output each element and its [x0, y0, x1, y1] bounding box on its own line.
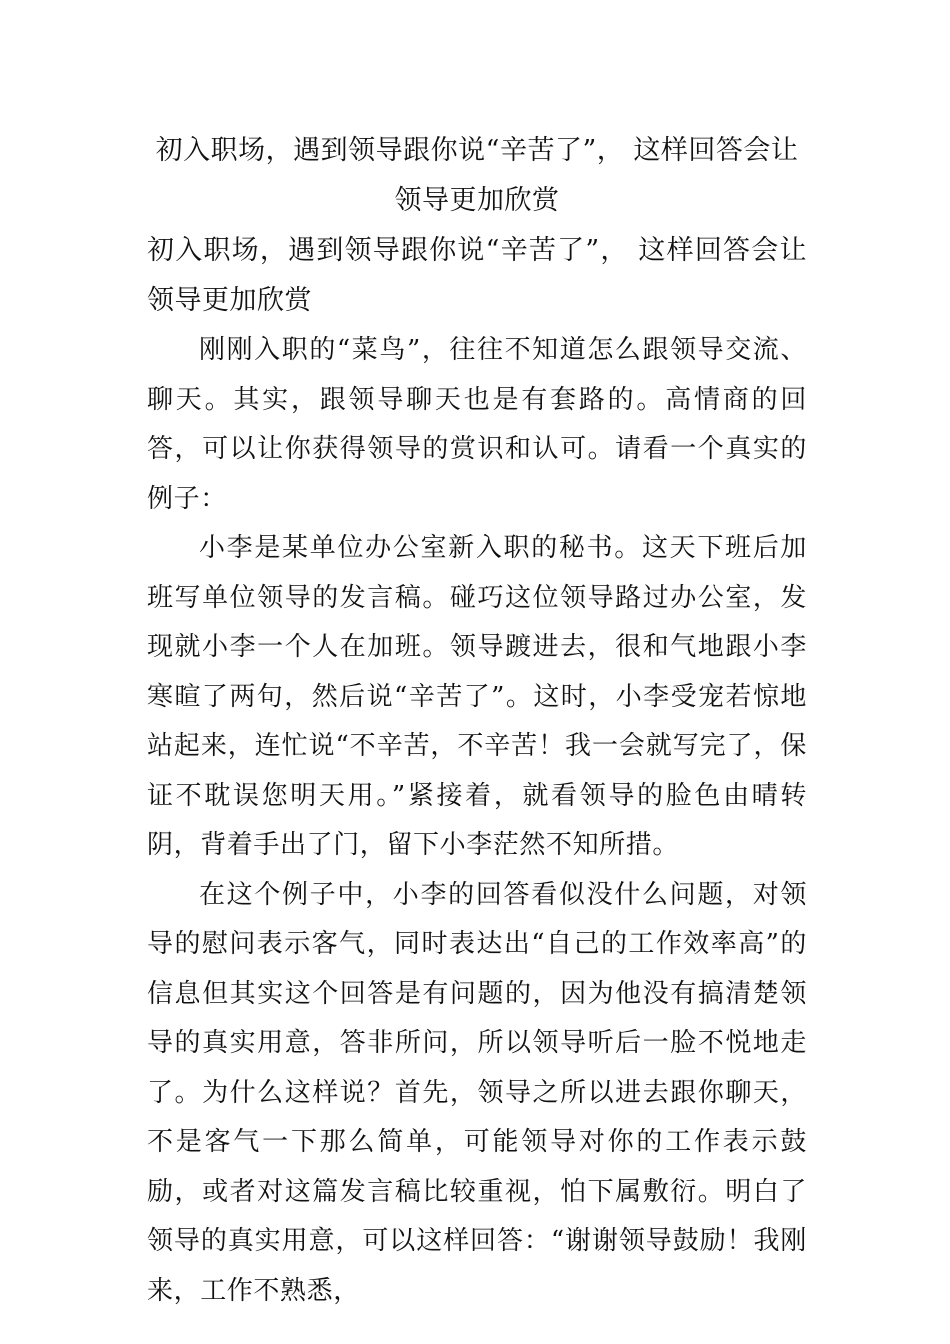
document-title: 初入职场，遇到领导跟你说“辛苦了”， 这样回答会让领导更加欣赏 — [155, 135, 799, 216]
paragraph-analysis: 在这个例子中，小李的回答看似没什么问题，对领导的慰问表示客气，同时表达出“自己的工作效率高”的信息但其实这个回答是有问题的，因为他没有搞清楚领导的真实用意，答非所问，所以领导听后一脸不悦地走了。为什么这样说？首先，领导之所以进去跟你聊天，不是客气一下那么简单，可能领导对你的工作表示鼓励，或者对这篇发言稿比较重视，怕下属敷衍。明白了领导的真实用意，可以这样回答：“谢谢领导鼓励！我刚来，工作不熟悉， — [147, 879, 807, 1306]
paragraph-intro: 刚刚入职的“菜鸟”，往往不知道怎么跟领导交流、聊天。其实，跟领导聊天也是有套路的。高情商的回答，可以让你获得领导的赏识和认可。请看一个真实的例子： — [147, 335, 807, 514]
document-subtitle: 初入职场，遇到领导跟你说“辛苦了”， 这样回答会让领导更加欣赏 — [147, 235, 807, 316]
document-page — [147, 126, 807, 1316]
paragraph-example: 小李是某单位办公室新入职的秘书。这天下班后加班写单位领导的发言稿。碰巧这位领导路过办公室，发现就小李一个人在加班。领导踱进去，很和气地跟小李寒暄了两句，然后说“辛苦了”。这时，小李受宠若惊地站起来，连忙说“不辛苦，不辛苦！我一会就写完了，保证不耽误您明天用。”紧接着，就看领导的脸色由晴转阴，背着手出了门，留下小李茫然不知所措。 — [147, 533, 807, 860]
